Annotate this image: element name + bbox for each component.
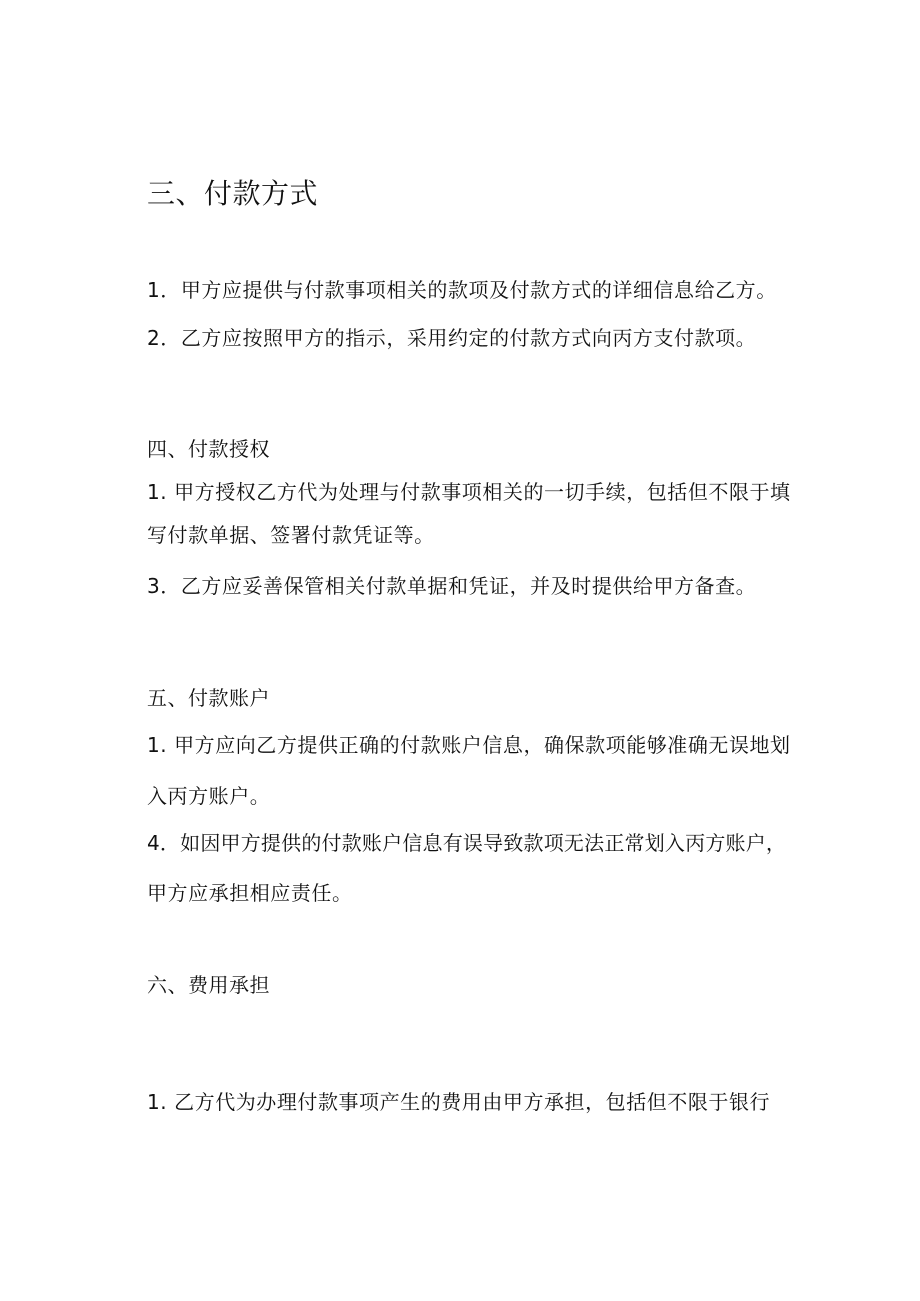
paragraph-line: 1. 甲方授权乙方代为处理与付款事项相关的一切手续，包括但不限于填 [147, 480, 791, 504]
paragraph-line: 入丙方账户。 [147, 784, 271, 808]
section-heading: 五、付款账户 [147, 686, 270, 710]
section-heading: 三、付款方式 [147, 177, 319, 210]
paragraph-line: 1. 乙方代为办理付款事项产生的费用由甲方承担，包括但不限于银行 [147, 1090, 771, 1114]
paragraph-line: 1. 甲方应向乙方提供正确的付款账户信息，确保款项能够准确无误地划 [147, 733, 791, 757]
paragraph-line: 写付款单据、签署付款凭证等。 [147, 523, 435, 547]
paragraph-line: 4．如因甲方提供的付款账户信息有误导致款项无法正常划入丙方账户， [147, 831, 787, 855]
paragraph-line: 3．乙方应妥善保管相关付款单据和凭证，并及时提供给甲方备查。 [147, 574, 757, 598]
paragraph-line: 2．乙方应按照甲方的指示，采用约定的付款方式向丙方支付款项。 [147, 326, 757, 350]
paragraph-line: 1．甲方应提供与付款事项相关的款项及付款方式的详细信息给乙方。 [147, 278, 777, 302]
paragraph-line: 甲方应承担相应责任。 [147, 881, 353, 905]
section-heading: 六、费用承担 [147, 973, 270, 997]
section-heading: 四、付款授权 [147, 437, 270, 461]
